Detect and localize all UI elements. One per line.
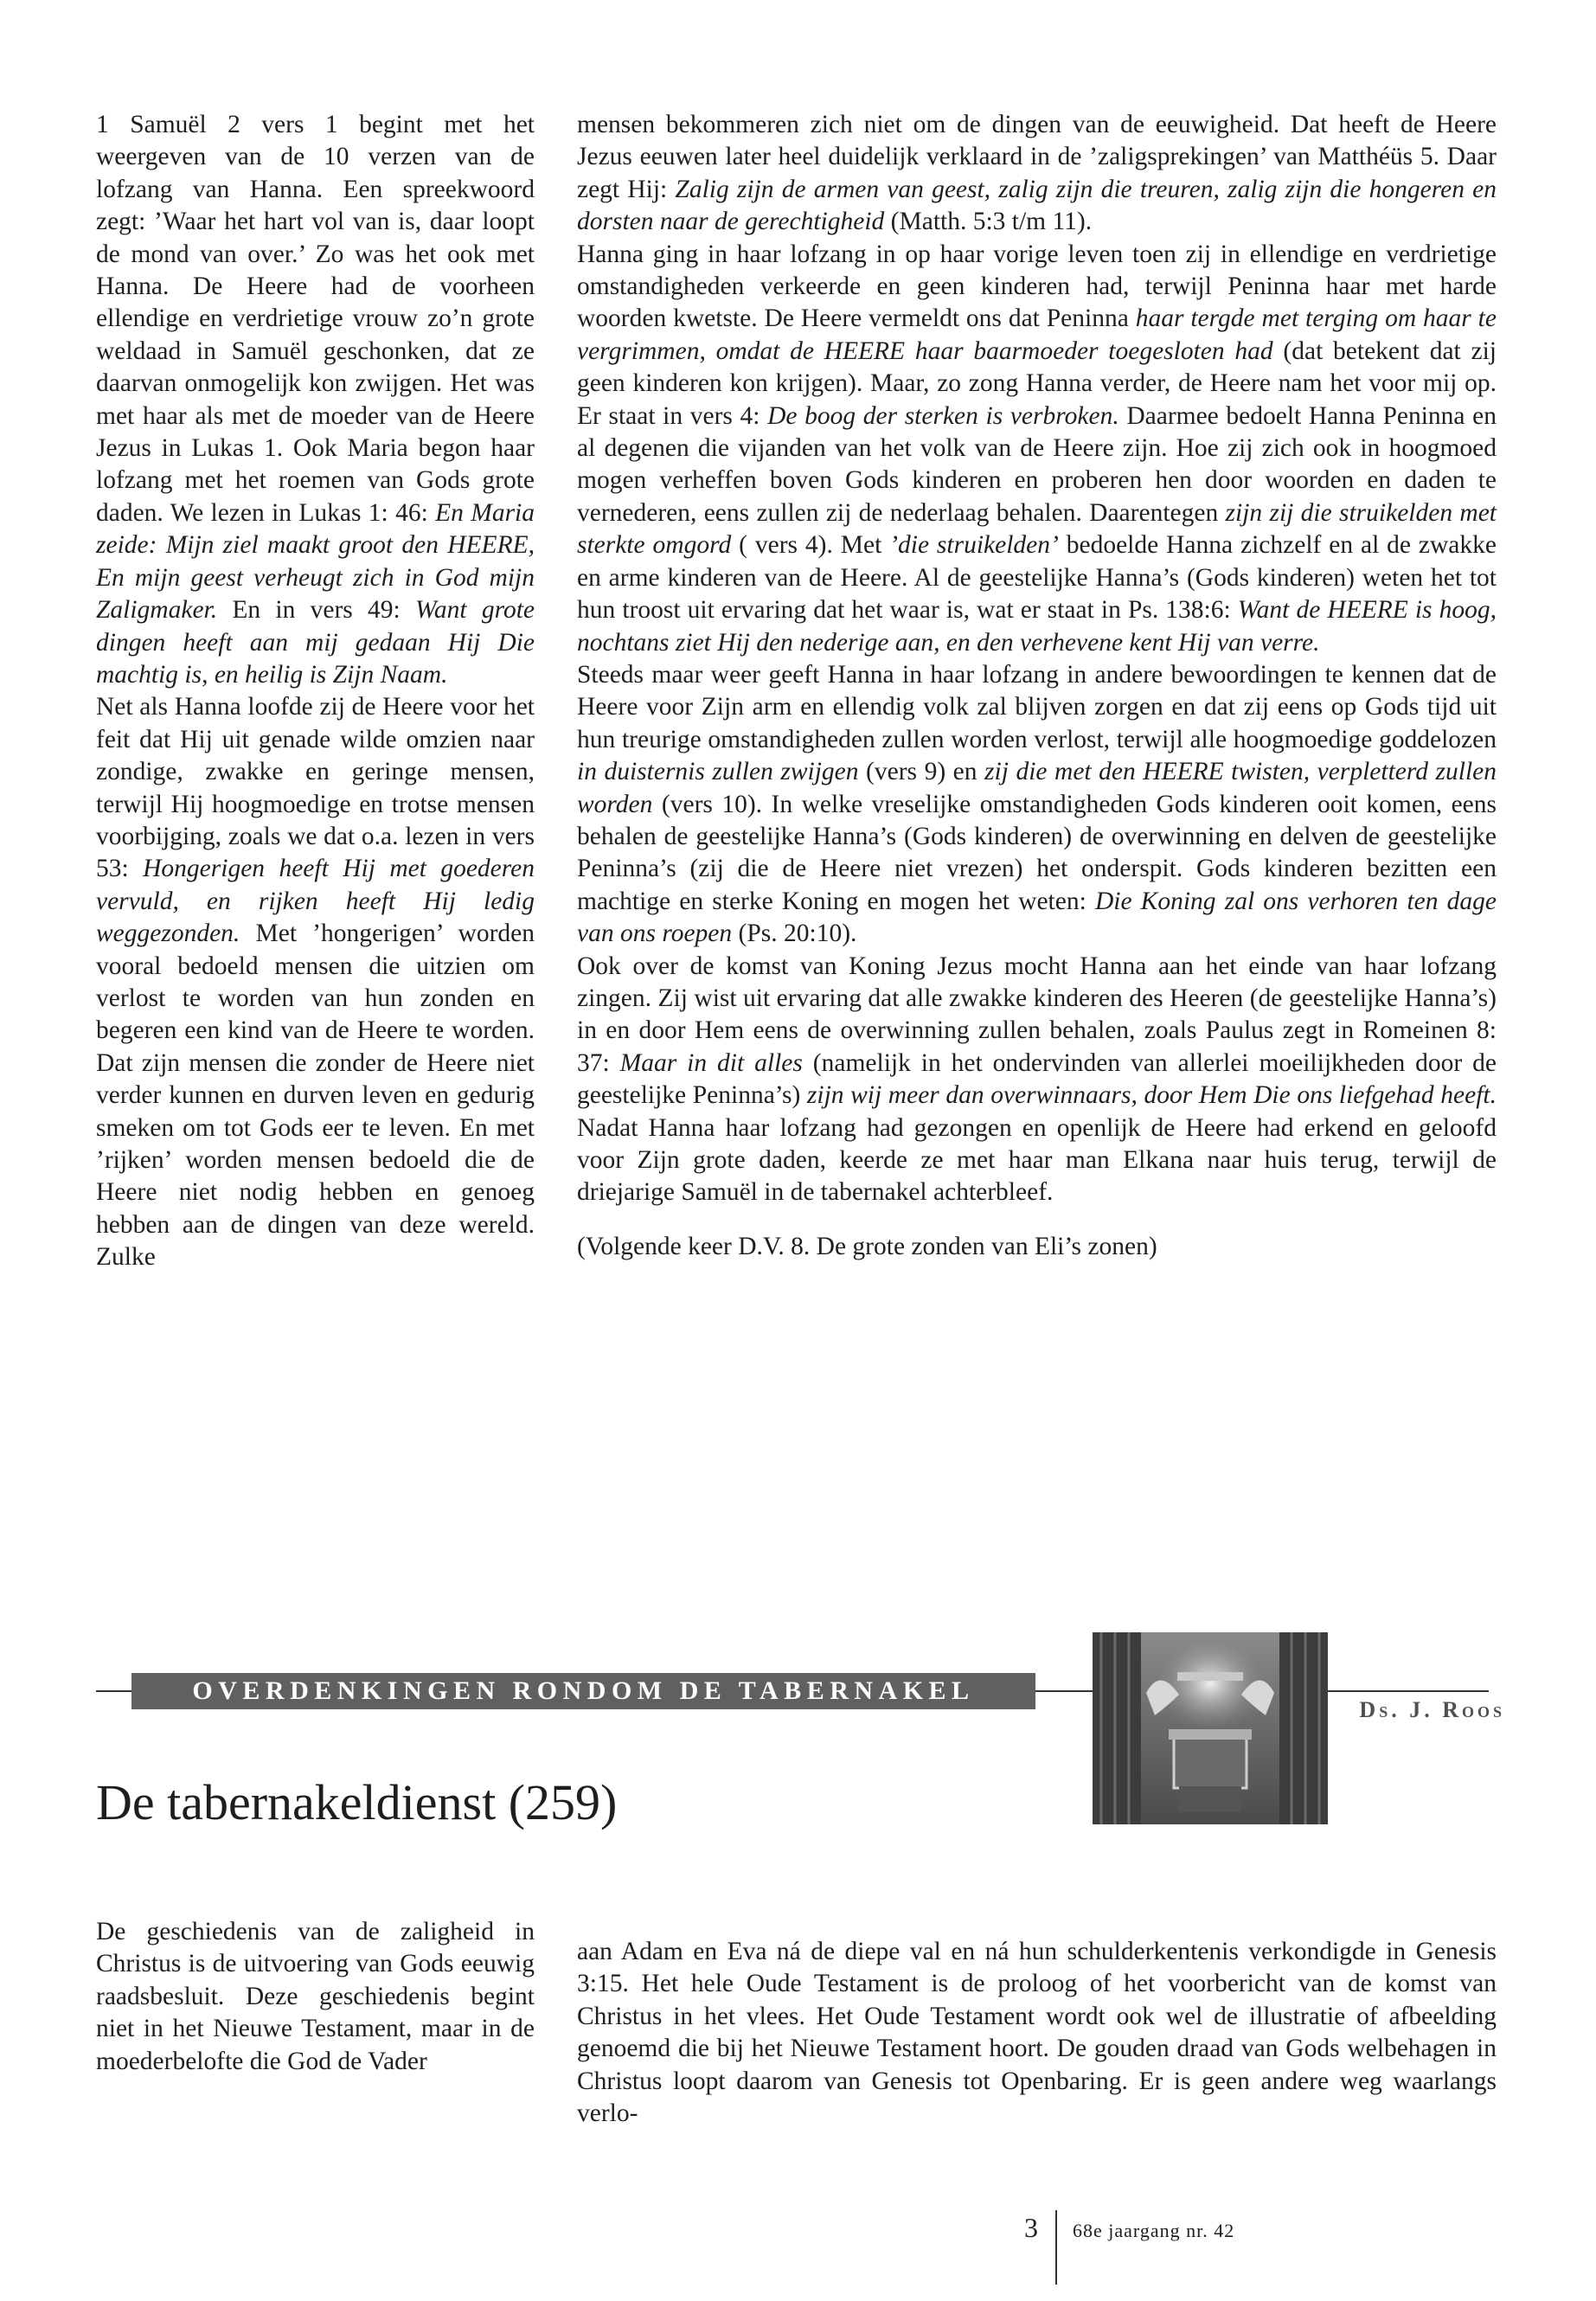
tabernacle-left-column — [96, 1916, 535, 2078]
paragraph: Hanna ging in haar lofzang in op haar vorige leven toen zij in ellendige en verdrietige omstandigheden verkeerde en geen kinderen had, terwijl Peninna haar met harde woorden kwetste. De Heere vermeldt ons dat Peninna haar tergde met terging om haar te vergrimmen, omdat de HEERE haar baarmoeder toegesloten had (dat betekent dat zij geen kinderen kon krijgen). Maar, zo zong Hanna verder, de Heere nam het voor mij op. Er staat in vers 4: De boog der sterken is verbroken. Daarmee bedoelt Hanna Peninna en al degenen die vijanden van het volk van de Heere zijn. Hoe zij zich ook in hoogmoed mogen verheffen boven Gods kinderen en proberen hen door woorden en daden te vernederen, eens zullen zij de nederlaag behalen. Daarentegen zijn zij die struikelden met sterkte omgord ( vers 4). Met ’die struikelden’ bedoelde Hanna zichzelf en al de zwakke en arme kinderen van de Heere. Al de geestelijke Hanna’s (Gods kinderen) weten het tot hun troost uit ervaring dat het waar is, wat er staat in Ps. 138:6: Want de HEERE is hoog, nochtans ziet Hij den nederige aan, en den verhevene kent Hij van verre. — [577, 240, 1497, 657]
article-left-column — [96, 109, 535, 1274]
tabernacle-right-column — [577, 1936, 1497, 2130]
paragraph: Ook over de komst van Koning Jezus mocht Hanna aan het einde van haar lofzang zingen. Zij wist uit ervaring dat alle zwakke kinderen des Heeren (de geestelijke Hanna’s) in en door Hem eens de overwinning zullen behalen, zoals Paulus zegt in Romeinen 8: 37: Maar in dit alles (namelijk in het ondervinden van allerlei moeilijkheden door de geestelijke Peninna’s) zijn wij meer dan overwinnaars, door Hem Die ons liefgehad heeft. Nadat Hanna haar lofzang had gezongen en openlijk de Heere had erkend en geloofd voor Zijn grote daden, keerde ze met haar man Elkana naar huis terug, terwijl de driejarige Samuël in de tabernakel achterbleef. — [577, 952, 1497, 1207]
paragraph: Steeds maar weer geeft Hanna in haar lofzang in andere bewoordingen te kennen dat de Heere voor Zijn arm en ellendig volk zal blijven zorgen en dat zij eens op Gods tijd uit hun treurige omstandigheden zullen worden verlost, terwijl alle hoogmoedige goddelozen in duisternis zullen zwijgen (vers 9) en zij die met den HEERE twisten, verpletterd zullen worden (vers 10). In welke vreselijke omstandigheden Gods kinderen ooit komen, eens behalen de geestelijke Hanna’s (Gods kinderen) de overwinning en delven de geestelijke Peninna’s (zij die de Heere niet vrezen) het onderspit. Gods kinderen bezitten een machtige en sterke Koning en mogen het weten: Die Koning zal ons verhoren ten dage van ons roepen (Ps. 20:10). — [577, 660, 1497, 948]
footer-divider — [1055, 2210, 1057, 2285]
issue-info: 68e jaargang nr. 42 — [1073, 2220, 1235, 2241]
article-title: De tabernakeldienst (259) — [96, 1774, 618, 1830]
author-name: Ds. J. Roos — [1359, 1697, 1505, 1722]
paragraph: Net als Hanna loofde zij de Heere voor het feit dat Hij uit genade wilde omzien naar zondige, zwakke en geringe mensen, terwijl Hij hoogmoedige en trotse mensen voorbijging, zoals we dat o.a. lezen in vers 53: Hongerigen heeft Hij met goederen vervuld, en rijken heeft Hij ledig weggezonden. Met ’hongerigen’ worden vooral bedoeld mensen die uitzien om verlost te worden van hun zonden en begeren een kind van de Heere te worden. Dat zijn mensen die zonder de Heere niet verder kunnen en durven leven en gedurig smeken om tot Gods eer te leven. En met ’rijken’ worden mensen bedoeld die de Heere niet nodig hebben en genoeg hebben aan de dingen van deze wereld. Zulke — [96, 693, 535, 1272]
section-banner: OVERDENKINGEN RONDOM DE TABERNAKEL — [131, 1673, 1035, 1709]
page-number: 3 — [1024, 2212, 1038, 2243]
article-right-column — [577, 109, 1497, 1263]
next-installment-note: (Volgende keer D.V. 8. De grote zonden van Eli’s zonen) — [577, 1232, 1157, 1260]
paragraph: De geschiedenis van de zaligheid in Christus is de uitvoering van Gods eeuwig raadsbesluit. Deze geschiedenis begint niet in het Nieuwe Testament, maar in de moederbelofte die God de Vader — [96, 1918, 535, 2075]
paragraph: mensen bekommeren zich niet om de dingen van de eeuwigheid. Dat heeft de Heere Jezus eeuwen later heel duidelijk verklaard in de ’zaligsprekingen’ van Matthéüs 5. Daar zegt Hij: Zalig zijn de armen van geest, zalig zijn die treuren, zalig zijn die hongeren en dorsten naar de gerechtigheid (Matth. 5:3 t/m 11). — [577, 111, 1497, 236]
paragraph: aan Adam en Eva ná de diepe val en ná hun schulderkentenis verkondigde in Genesis 3:15. Het hele Oude Testament is de proloog of het voorbericht van de komst van Christus in het vlees. Het Oude Testament wordt ook wel de illustratie of afbeelding genoemd die bij het Nieuwe Testament hoort. De gouden draad van Gods welbehagen in Christus loopt daarom van Genesis tot Openbaring. Er is geen andere weg waarlangs verlo- — [577, 1938, 1497, 2128]
tabernacle-ark-illustration — [1093, 1632, 1328, 1824]
paragraph: 1 Samuël 2 vers 1 begint met het weergeven van de 10 verzen van de lofzang van Hanna. Een spreekwoord zegt: ’Waar het hart vol van is, daar loopt de mond van over.’ Zo was het ook met Hanna. De Heere had de voorheen ellendige en verdrietige vrouw zo’n grote weldaad in Samuël geschonken, dat ze daarvan onmogelijk kon zwijgen. Het was met haar als met de moeder van de Heere Jezus in Lukas 1. Ook Maria begon haar lofzang met het roemen van Gods grote daden. We lezen in Lukas 1: 46: En Maria zeide: Mijn ziel maakt groot den HEERE, En mijn geest verheugt zich in God mijn Zaligmaker. En in vers 49: Want grote dingen heeft aan mij gedaan Hij Die machtig is, en heilig is Zijn Naam. — [96, 111, 535, 689]
